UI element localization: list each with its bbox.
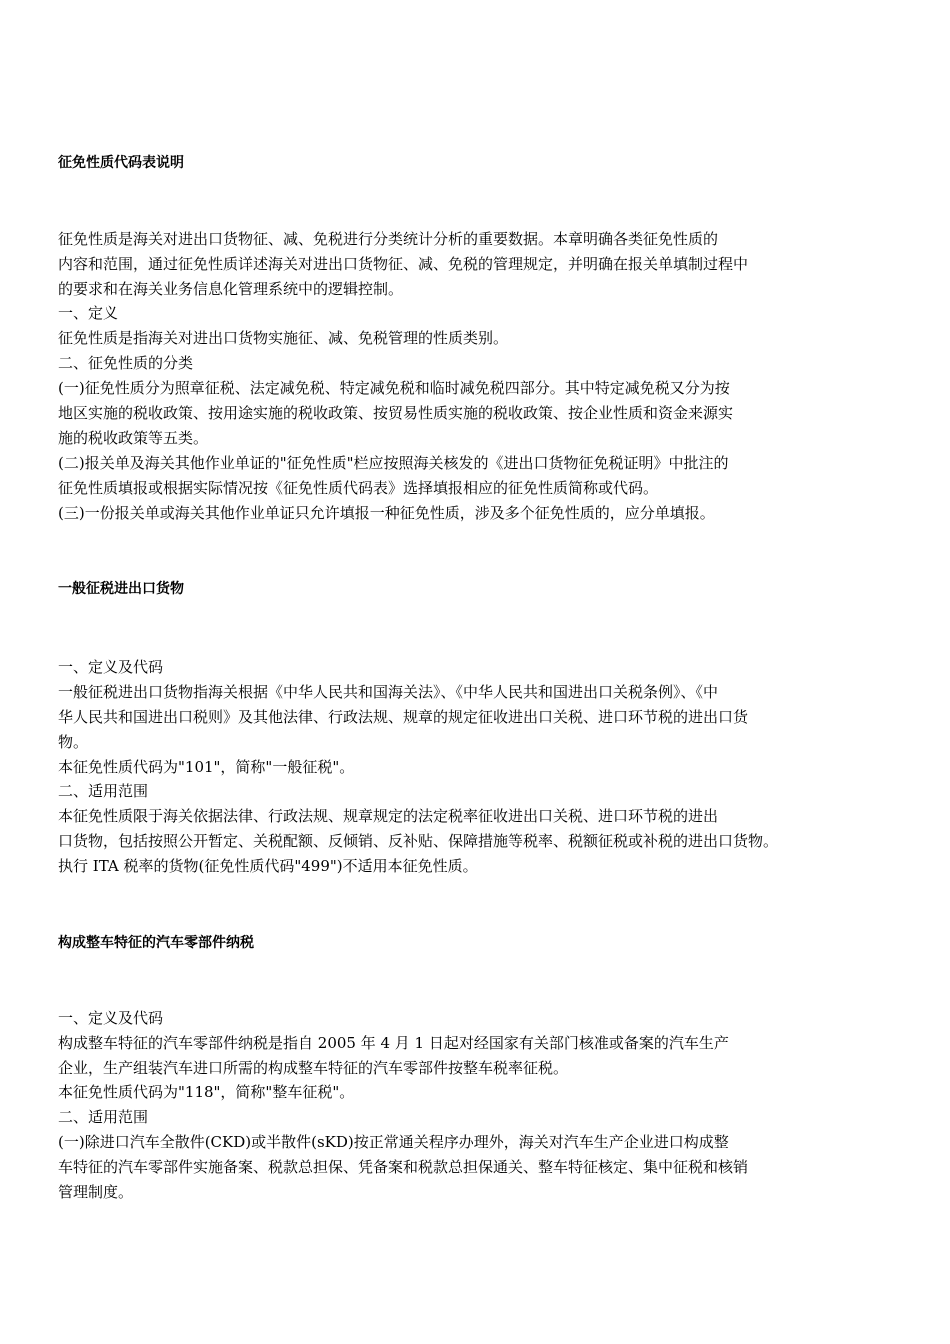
paragraph-line: 一、定义及代码 bbox=[58, 1009, 164, 1027]
section-title-general-taxation: 一般征税进出口货物 bbox=[58, 581, 184, 597]
paragraph-line: 物。 bbox=[58, 733, 89, 751]
paragraph-line: 口货物，包括按照公开暂定、关税配额、反倾销、反补贴、保障措施等税率、税额征税或补税的进出口货物。 bbox=[58, 832, 779, 850]
paragraph-line: (一)征免性质分为照章征税、法定减免税、特定减免税和临时减免税四部分。其中特定减免税又分为按 bbox=[58, 379, 730, 397]
section-title-exemption-code-table: 征免性质代码表说明 bbox=[58, 155, 184, 171]
paragraph-line: 本征免性质代码为"118"，简称"整车征税"。 bbox=[58, 1083, 355, 1101]
paragraph-line: (一)除进口汽车全散件(CKD)或半散件(sKD)按正常通关程序办理外，海关对汽车生产企业进口构成整 bbox=[58, 1133, 729, 1151]
paragraph-line: 管理制度。 bbox=[58, 1183, 134, 1201]
paragraph-line: 内容和范围，通过征免性质详述海关对进出口货物征、减、免税的管理规定，并明确在报关单填制过程中 bbox=[58, 255, 749, 273]
paragraph-line: 施的税收政策等五类。 bbox=[58, 429, 209, 447]
paragraph-line: 一、定义 bbox=[58, 304, 119, 322]
paragraph-line: 二、适用范围 bbox=[58, 1108, 149, 1126]
paragraph-line: 华人民共和国进出口税则》及其他法律、行政法规、规章的规定征收进出口关税、进口环节税的进出口货 bbox=[58, 708, 749, 726]
paragraph-line: 征免性质是海关对进出口货物征、减、免税进行分类统计分析的重要数据。本章明确各类征免性质的 bbox=[58, 230, 719, 248]
paragraph-line: 征免性质填报或根据实际情况按《征免性质代码表》选择填报相应的征免性质简称或代码。 bbox=[58, 479, 659, 497]
paragraph-line: 企业，生产组装汽车进口所需的构成整车特征的汽车零部件按整车税率征税。 bbox=[58, 1059, 569, 1077]
paragraph-line: 二、适用范围 bbox=[58, 782, 149, 800]
paragraph-line: 的要求和在海关业务信息化管理系统中的逻辑控制。 bbox=[58, 280, 404, 298]
paragraph-line: (二)报关单及海关其他作业单证的"征免性质"栏应按照海关核发的《进出口货物征免税证明》中批注的 bbox=[58, 454, 729, 472]
paragraph-line: (三)一份报关单或海关其他作业单证只允许填报一种征免性质，涉及多个征免性质的，应分单填报。 bbox=[58, 504, 715, 522]
paragraph-line: 执行 ITA 税率的货物(征免性质代码"499")不适用本征免性质。 bbox=[58, 857, 478, 875]
paragraph-line: 地区实施的税收政策、按用途实施的税收政策、按贸易性质实施的税收政策、按企业性质和资金来源实 bbox=[58, 404, 734, 422]
paragraph-line: 一、定义及代码 bbox=[58, 658, 164, 676]
paragraph-line: 车特征的汽车零部件实施备案、税款总担保、凭备案和税款总担保通关、整车特征核定、集中征税和核销 bbox=[58, 1158, 749, 1176]
paragraph-line: 构成整车特征的汽车零部件纳税是指自 2005 年 4 月 1 日起对经国家有关部门核准或备案的汽车生产 bbox=[58, 1034, 729, 1052]
paragraph-line: 一般征税进出口货物指海关根据《中华人民共和国海关法》、《中华人民共和国进出口关税条例》、《中 bbox=[58, 683, 719, 701]
paragraph-line: 二、征免性质的分类 bbox=[58, 354, 194, 372]
paragraph-line: 征免性质是指海关对进出口货物实施征、减、免税管理的性质类别。 bbox=[58, 329, 509, 347]
section-title-vehicle-parts-tax: 构成整车特征的汽车零部件纳税 bbox=[58, 935, 254, 951]
paragraph-line: 本征免性质限于海关依据法律、行政法规、规章规定的法定税率征收进出口关税、进口环节税的进出 bbox=[58, 807, 719, 825]
paragraph-line: 本征免性质代码为"101"，简称"一般征税"。 bbox=[58, 758, 355, 776]
